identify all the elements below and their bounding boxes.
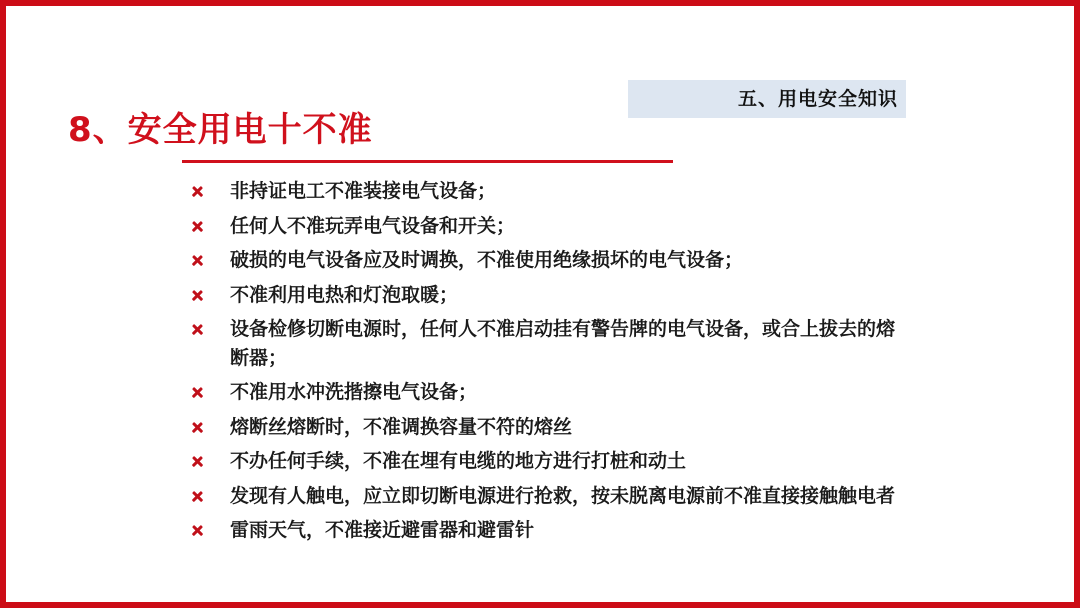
rule-text: 不准利用电热和灯泡取暖； — [230, 283, 459, 306]
cross-icon — [190, 378, 206, 406]
rule-item — [186, 281, 910, 310]
rule-text: 非持证电工不准装接电气设备； — [230, 180, 497, 202]
rule-item — [186, 482, 910, 511]
cross-icon — [190, 516, 206, 544]
cross-icon — [190, 482, 206, 510]
rule-text: 破损的电气设备应及时调换，不准使用绝缘损坏的电气设备； — [230, 249, 744, 271]
rule-text: 不准用水冲洗揩擦电气设备； — [230, 381, 478, 403]
rule-item — [186, 447, 910, 476]
cross-icon — [190, 447, 206, 475]
cross-icon — [190, 413, 206, 441]
cross-icon — [190, 177, 206, 205]
cross-icon — [190, 315, 206, 343]
rule-item — [186, 413, 910, 442]
rule-item — [186, 378, 910, 407]
title-underline — [182, 160, 673, 163]
rule-item — [186, 516, 910, 545]
rule-item — [186, 177, 910, 206]
rule-text: 不办任何手续，不准在埋有电缆的地方进行打桩和动土 — [230, 450, 687, 472]
rule-text: 设备检修切断电源时，任何人不准启动挂有警告牌的电气设备，或合上拔去的熔断器； — [230, 318, 896, 369]
cross-icon — [190, 246, 206, 274]
slide-title: 8、安全用电十不准 — [68, 110, 373, 150]
rule-text: 任何人不准玩弄电气设备和开关； — [230, 214, 516, 237]
rule-item — [186, 212, 910, 241]
rule-text: 熔断丝熔断时，不准调换容量不符的熔丝 — [230, 415, 573, 438]
rule-text: 发现有人触电，应立即切断电源进行抢救，按未脱离电源前不准直接接触触电者 — [230, 484, 896, 507]
section-tag-label: 五、用电安全知识 — [737, 88, 898, 110]
section-tag — [628, 80, 906, 118]
cross-icon — [190, 281, 206, 309]
rules-list — [186, 177, 910, 551]
rule-item — [186, 315, 910, 372]
rule-item — [186, 246, 910, 275]
cross-icon — [190, 212, 206, 240]
rule-text: 雷雨天气，不准接近避雷器和避雷针 — [230, 519, 535, 541]
